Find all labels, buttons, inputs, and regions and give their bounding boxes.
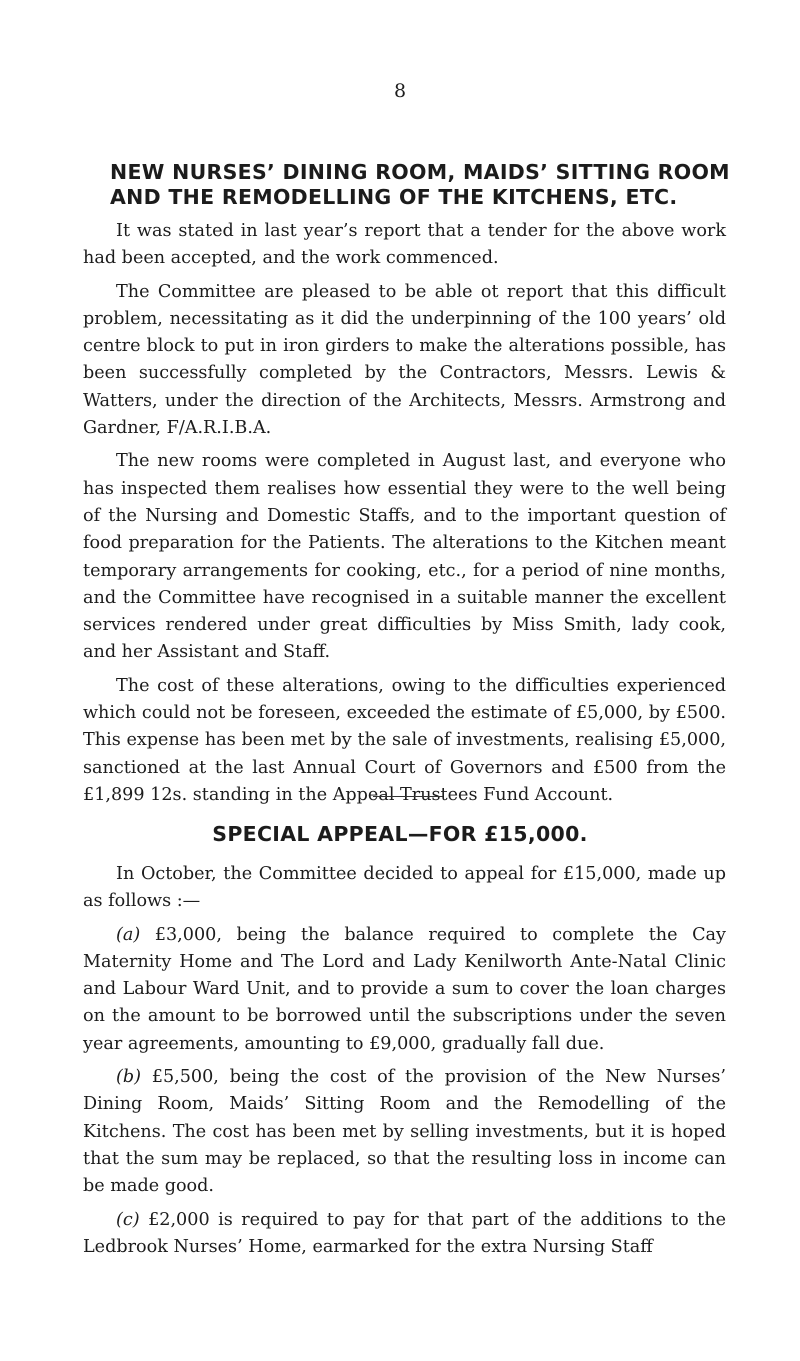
item-label: (c) (116, 1209, 149, 1230)
list-item (83, 922, 726, 1058)
section-body-kitchens (83, 218, 726, 809)
item-text: £5,500, being the cost of the provision of the New Nurses’ Dining Room, Maids’ Sitting Room and the Remodelling of the Kitchens. The cost has been met by selling investments, but it is hoped that the sum may be replaced, so that the resulting loss in income can be made good. (83, 1067, 726, 1197)
section-divider (373, 796, 443, 797)
item-text: £3,000, being the balance required to complete the Cay Maternity Home and The Lord and Lady Kenilworth Ante-Natal Clinic and Labour Ward Unit, and to provide a sum to cover the loan charges on the amount to be borrowed until the subscriptions under the seven year agreements, amounting to £9,000, gradually fall due. (83, 924, 726, 1054)
paragraph: The cost of these alterations, owing to the difficulties experienced which could not be foreseen, exceeded the estimate of £5,000, by £500. This expense has been met by the sale of investments, realising £5,000, sanctioned at the last Annual Court of Governors and £500 from the £1,899 12s. standing in the Appeal Trustees Fund Account. (83, 675, 726, 805)
paragraph: The Committee are pleased to be able ot report that this difficult problem, necessitating as it did the underpinning of the 100 years’ old centre block to put in iron girders to make the alterations possible, has been successfully completed by the Contractors, Messrs. Lewis & Watters, under the direction of the Architects, Messrs. Armstrong and Gardner, F/A.R.I.B.A. (83, 281, 726, 439)
section-heading-kitchens: NEW NURSES’ DINING ROOM, MAIDS’ SITTING ROOM AND THE REMODELLING OF THE KITCHENS, ETC. (110, 160, 730, 209)
item-label: (b) (116, 1067, 152, 1088)
list-item (83, 1064, 726, 1200)
page-number: 8 (393, 80, 407, 102)
section-body-special-appeal (83, 861, 726, 1261)
list-item (83, 1207, 726, 1262)
section-heading-special-appeal: SPECIAL APPEAL—FOR £15,000. (212, 822, 588, 846)
paragraph-intro: In October, the Committee decided to appeal for £15,000, made up as follows :— (83, 864, 726, 912)
paragraph: The new rooms were completed in August last, and everyone who has inspected them realises how essential they were to the well being of the Nursing and Domestic Staffs, and to the important question of food preparation for the Patients. The alterations to the Kitchen meant temporary arrangements for cooking, etc., for a period of nine months, and the Committee have recognised in a suitable manner the excellent services rendered under great difficulties by Miss Smith, lady cook, and her Assistant and Staff. (83, 451, 726, 663)
paragraph: It was stated in last year’s report that a tender for the above work had been accepted, and the work commenced. (83, 221, 726, 269)
item-label: (a) (116, 924, 155, 945)
item-text: £2,000 is required to pay for that part of the additions to the Ledbrook Nurses’ Home, earmarked for the extra Nursing Staff (83, 1209, 726, 1257)
